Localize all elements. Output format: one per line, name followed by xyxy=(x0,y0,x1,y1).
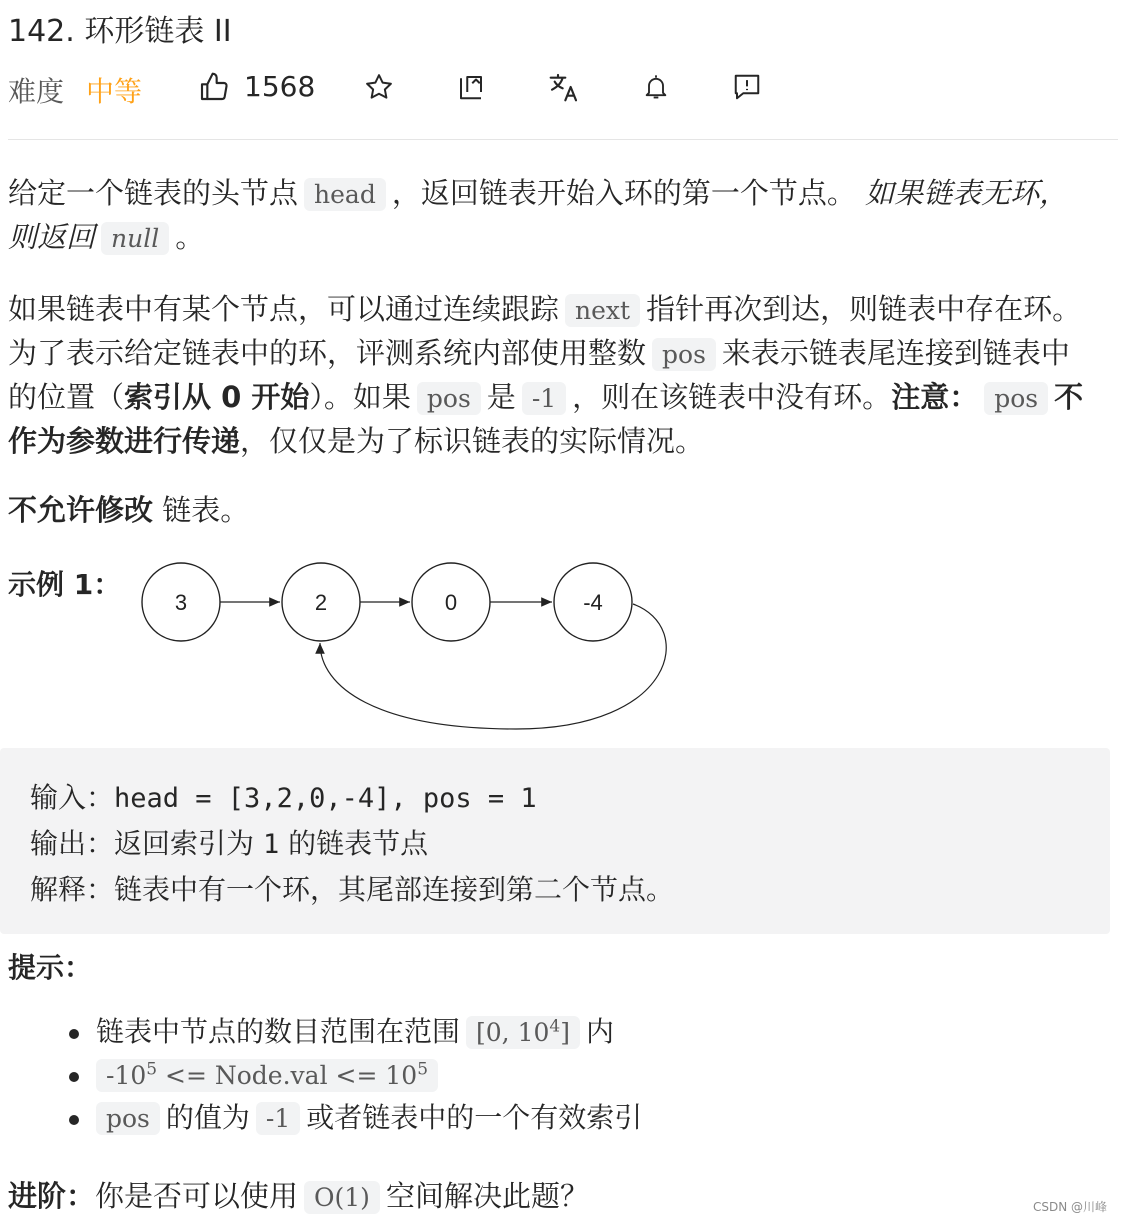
example-output-line xyxy=(30,822,428,862)
explain-label: 解释： xyxy=(30,873,115,906)
superscript: 5 xyxy=(417,1059,429,1080)
output-number: 1 xyxy=(262,829,280,860)
difficulty-badge: 中等 xyxy=(86,75,143,108)
text: 的值为 xyxy=(165,1101,250,1134)
text: 链表中节点的数目范围在范围 xyxy=(96,1015,461,1048)
text: 内 xyxy=(585,1015,614,1048)
inline-code: -1 xyxy=(522,382,566,415)
inline-code: pos xyxy=(96,1102,160,1135)
output-text: 的链表节点 xyxy=(288,827,429,860)
inline-code: pos xyxy=(417,382,481,415)
inline-code xyxy=(96,1059,438,1092)
example-code-block xyxy=(0,748,1110,934)
emphasis-text: 如果链表无环， xyxy=(865,176,1069,210)
list-item xyxy=(96,1010,642,1053)
bold-text: 不 xyxy=(1054,380,1084,414)
text: 的位置（ xyxy=(8,380,125,414)
text: 给定一个链表的头节点 xyxy=(8,176,299,210)
superscript: 4 xyxy=(549,1016,561,1037)
advanced-paragraph xyxy=(8,1174,589,1215)
explain-text: 链表中有一个环，其尾部连接到第二个节点。 xyxy=(114,873,675,906)
hints-list xyxy=(96,1010,642,1139)
code-text: ] xyxy=(560,1018,570,1047)
emphasis-text: 则返回 xyxy=(8,220,96,254)
inline-code: head xyxy=(304,178,386,211)
input-value: head = [3,2,0,-4], pos = 1 xyxy=(114,783,537,814)
list-item xyxy=(96,1053,642,1096)
bold-text: 进阶： xyxy=(8,1179,96,1213)
example-input-line xyxy=(30,776,537,816)
inline-code: O(1) xyxy=(304,1181,380,1214)
difficulty-label: 难度 xyxy=(8,75,65,108)
list-node-value: 0 xyxy=(444,590,458,615)
translate-icon[interactable] xyxy=(548,70,580,104)
inline-code: null xyxy=(101,222,169,255)
hints-label: 提示： xyxy=(8,951,93,984)
description-paragraph-3 xyxy=(8,489,1116,532)
description-paragraph-1 xyxy=(8,172,1116,260)
code-text: <= Node.val <= 10 xyxy=(157,1061,418,1090)
list-node-value: 3 xyxy=(174,590,188,615)
bold-text: 作为参数进行传递 xyxy=(8,424,241,458)
thumbs-up-icon[interactable] xyxy=(198,70,230,104)
feedback-icon[interactable] xyxy=(732,70,762,104)
text: 如果链表中有某个节点，可以通过连续跟踪 xyxy=(8,292,560,326)
code-text: [0, 10 xyxy=(476,1018,550,1047)
bell-icon[interactable] xyxy=(642,70,670,104)
code-text: -10 xyxy=(106,1061,147,1090)
bold-text: 注意： xyxy=(891,380,979,414)
text: 或者链表中的一个有效索引 xyxy=(306,1101,643,1134)
text: ，仅仅是为了标识链表的实际情况。 xyxy=(240,424,705,458)
list-node-value: -4 xyxy=(583,590,603,615)
text: 你是否可以使用 xyxy=(95,1179,299,1213)
list-item xyxy=(96,1096,642,1139)
problem-title: 142. 环形链表 II xyxy=(8,14,232,49)
bold-text: 索引从 0 开始 xyxy=(124,380,310,414)
like-count: 1568 xyxy=(244,70,316,103)
text: ，则在该链表中没有环。 xyxy=(572,380,892,414)
bold-text: 不允许修改 xyxy=(8,493,154,527)
example-explain-line xyxy=(30,868,674,908)
text: ，返回链表开始入环的第一个节点。 xyxy=(391,176,856,210)
text: 指针再次到达，则链表中存在环。 xyxy=(646,292,1082,326)
watermark: CSDN @川峰 xyxy=(1032,1200,1107,1214)
text: 链表。 xyxy=(162,493,250,527)
inline-code xyxy=(466,1016,580,1049)
share-icon[interactable] xyxy=(456,70,486,104)
text: 来表示链表尾连接到链表中 xyxy=(721,336,1070,370)
problem-meta-bar xyxy=(8,64,1118,110)
text: 为了表示给定链表中的环，评测系统内部使用整数 xyxy=(8,336,647,370)
superscript: 5 xyxy=(146,1059,158,1080)
inline-code: pos xyxy=(652,338,716,371)
output-text: 返回索引为 xyxy=(114,827,255,860)
linked-list-diagram xyxy=(136,557,676,737)
list-node-value: 2 xyxy=(314,590,328,615)
text: 空间解决此题？ xyxy=(385,1179,589,1213)
text: 是 xyxy=(486,380,516,414)
input-label: 输入： xyxy=(30,781,115,814)
text: ）。如果 xyxy=(309,380,411,414)
text: 。 xyxy=(175,220,205,254)
star-icon[interactable] xyxy=(364,70,394,104)
inline-code: -1 xyxy=(256,1102,300,1135)
output-label: 输出： xyxy=(30,827,115,860)
divider xyxy=(8,139,1118,140)
example-label: 示例 1： xyxy=(8,568,122,601)
inline-code: next xyxy=(565,294,640,327)
inline-code: pos xyxy=(984,382,1048,415)
description-paragraph-2 xyxy=(8,288,1116,463)
